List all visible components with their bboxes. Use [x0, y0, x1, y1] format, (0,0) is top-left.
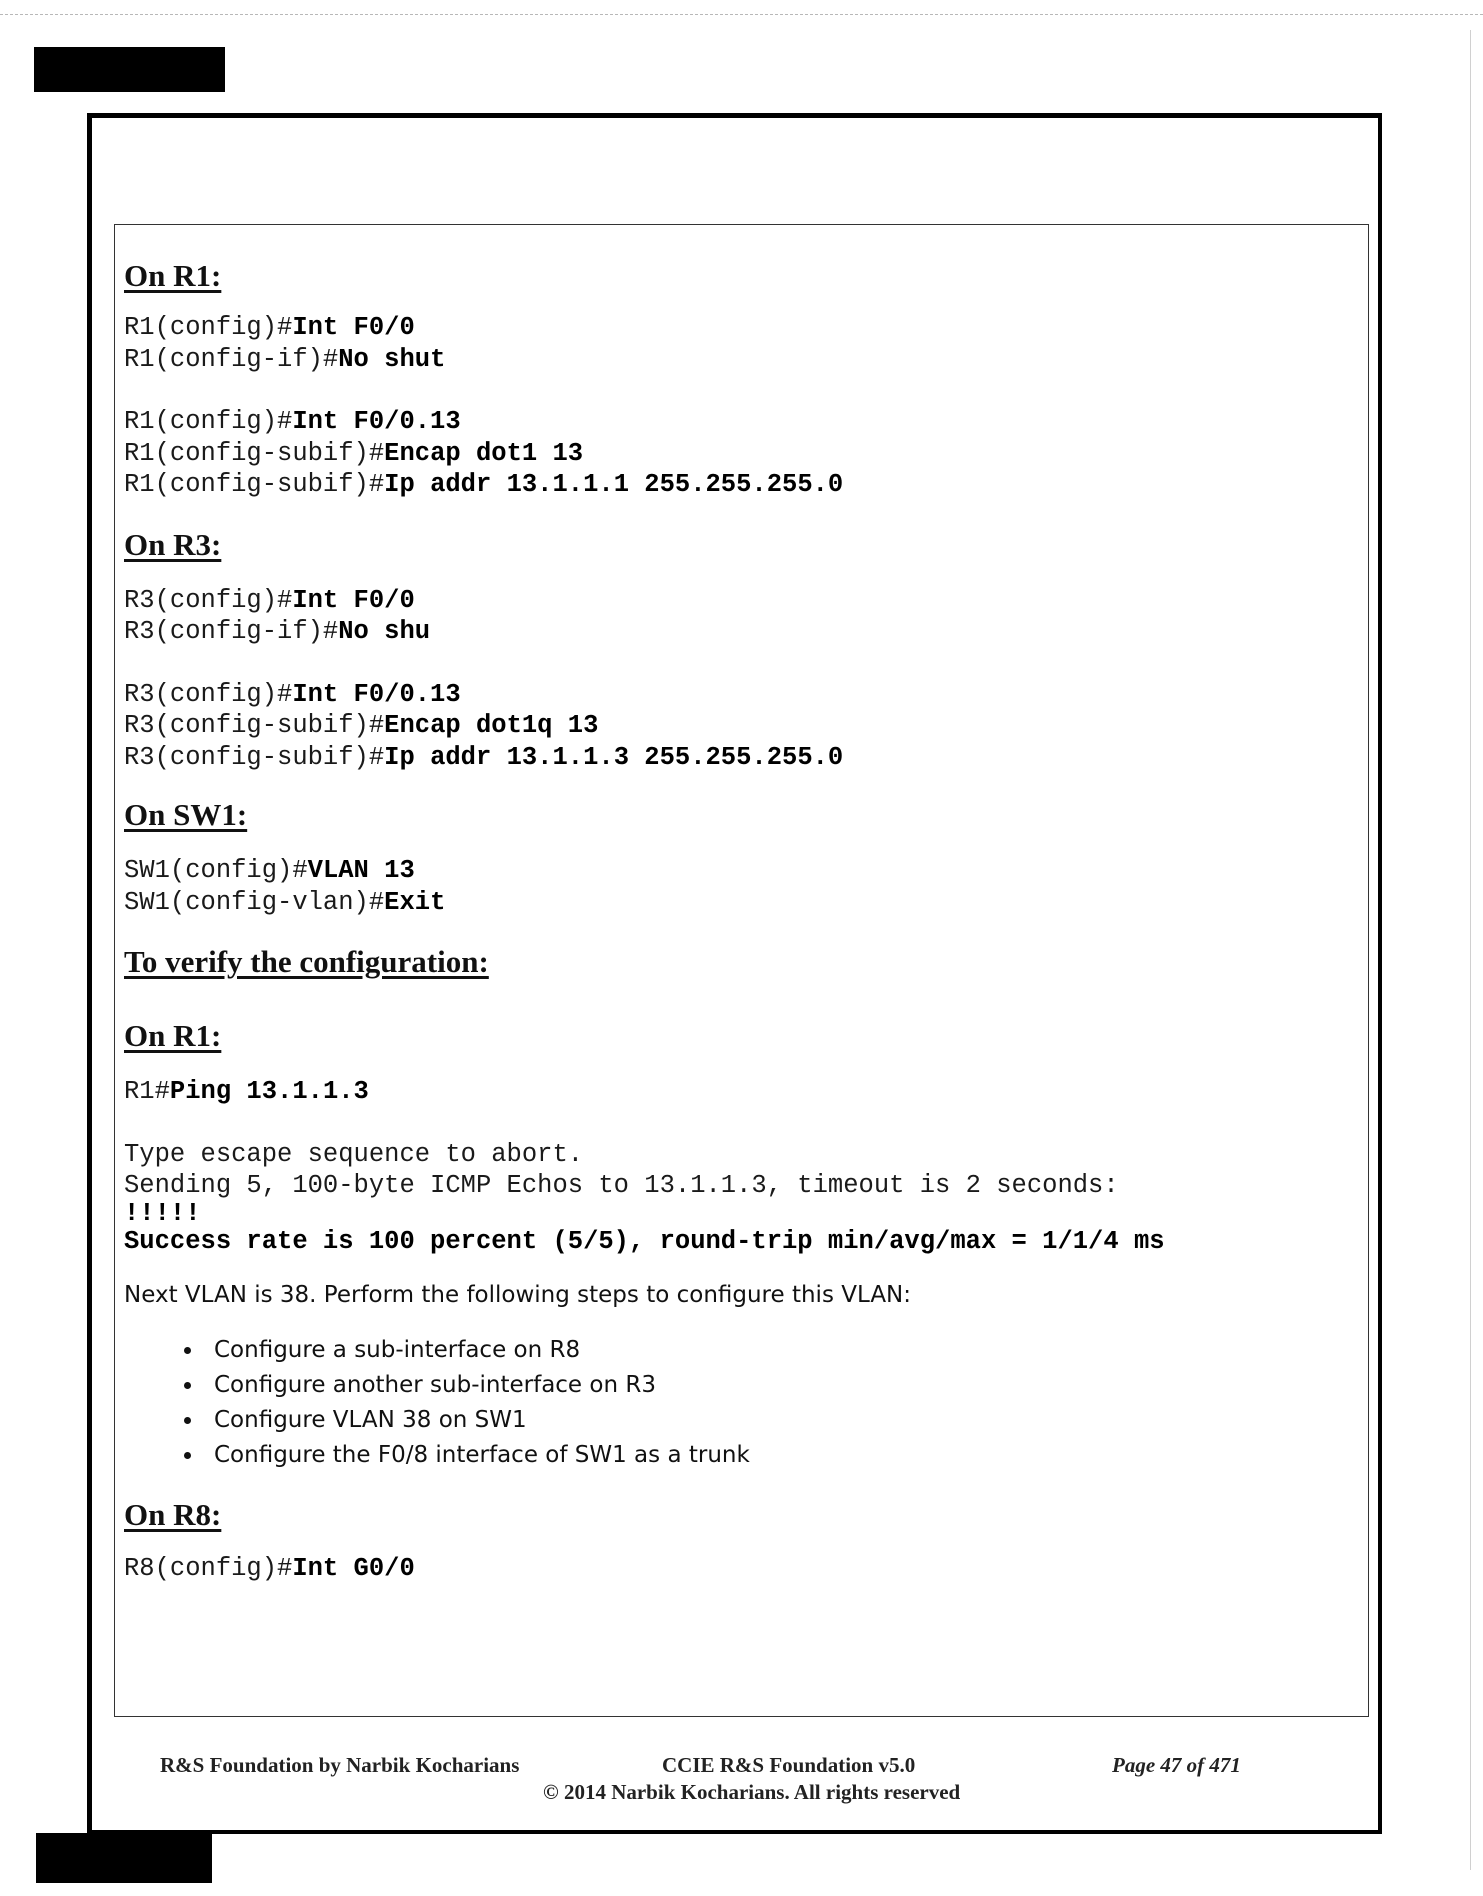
redaction-block-top [34, 47, 225, 92]
code-line: R3(config-subif)#Encap dot1q 13 [124, 711, 599, 740]
paragraph-next-vlan: Next VLAN is 38. Perform the following steps to configure this VLAN: [124, 1282, 912, 1308]
steps-list [124, 1333, 1359, 1473]
output-line: Success rate is 100 percent (5/5), round-trip min/avg/max = 1/1/4 ms [124, 1226, 1165, 1256]
section-heading-sw1: On SW1: [124, 797, 248, 832]
list-item: • Configure the F0/8 interface of SW1 as a trunk [204, 1438, 1359, 1473]
output-line: Type escape sequence to abort. [124, 1139, 584, 1169]
redaction-block-bottom [36, 1833, 212, 1883]
footer-author: R&S Foundation by Narbik Kocharians [160, 1753, 520, 1777]
section-heading-r3: On R3: [124, 526, 222, 562]
list-item: • Configure another sub-interface on R3 [204, 1368, 1359, 1403]
code-line: SW1(config)#VLAN 13 [124, 856, 415, 885]
list-item: • Configure a sub-interface on R8 [204, 1333, 1359, 1368]
output-line: !!!!! [124, 1198, 201, 1228]
section-heading-r8: On R8: [124, 1497, 222, 1532]
code-line: R8(config)#Int G0/0 [124, 1554, 415, 1583]
code-line: R3(config)#Int F0/0 [124, 585, 415, 615]
list-item: • Configure VLAN 38 on SW1 [204, 1403, 1359, 1438]
code-line: R1(config)#Int F0/0 [124, 313, 415, 342]
scan-edge-top [0, 14, 1483, 15]
code-line: SW1(config-vlan)#Exit [124, 887, 446, 917]
section-heading-verify: To verify the configuration: [124, 944, 489, 979]
code-line: R1(config-if)#No shut [124, 344, 446, 374]
content [124, 258, 1359, 1585]
footer-title: CCIE R&S Foundation v5.0 [662, 1753, 916, 1777]
section-heading-r1: On R1: [124, 258, 222, 293]
scan-edge-right [1470, 30, 1471, 1870]
code-line: R1#Ping 13.1.1.3 [124, 1077, 369, 1106]
code-line: R1(config)#Int F0/0.13 [124, 407, 461, 436]
code-line: R1(config-subif)#Encap dot1 13 [124, 438, 584, 468]
code-line: R3(config-if)#No shu [124, 617, 431, 646]
footer-copyright: © 2014 Narbik Kocharians. All rights reserved [543, 1780, 961, 1804]
output-line: Sending 5, 100-byte ICMP Echos to 13.1.1.3, timeout is 2 seconds: [124, 1171, 1119, 1200]
section-heading-r1-verify: On R1: [124, 1018, 222, 1053]
code-line: R3(config)#Int F0/0.13 [124, 679, 461, 709]
footer-page-number: Page 47 of 471 [1112, 1753, 1241, 1777]
code-line: R1(config-subif)#Ip addr 13.1.1.1 255.255.255.0 [124, 470, 844, 499]
code-line: R3(config-subif)#Ip addr 13.1.1.3 255.255.255.0 [124, 742, 844, 772]
